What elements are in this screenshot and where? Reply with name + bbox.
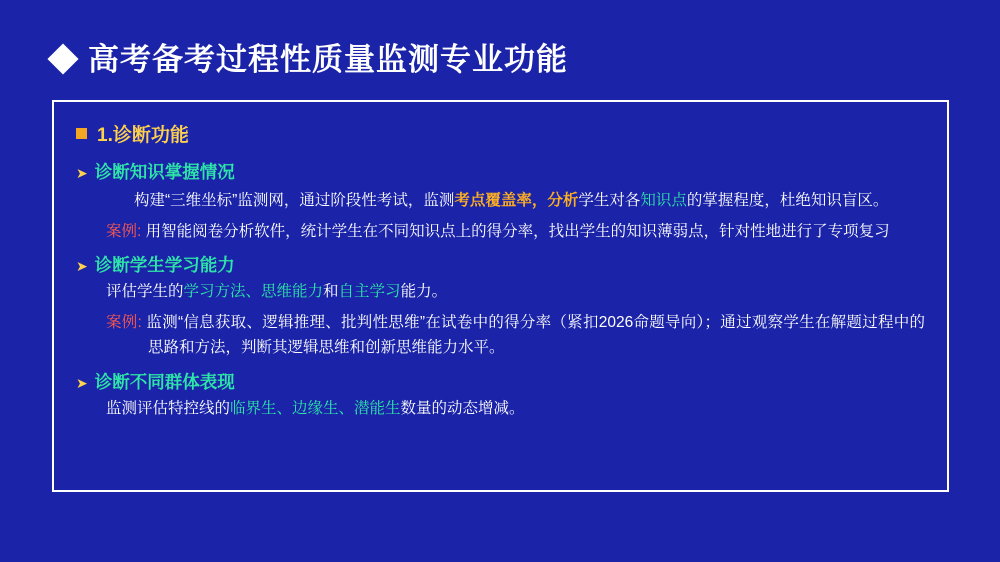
paragraph-part: 构建“三维坐标”监测网，通过阶段性考试，监测 [134, 192, 455, 209]
item-heading: 诊断学生学习能力 [94, 255, 235, 276]
case-label: 案例: [106, 313, 142, 331]
item-case [76, 219, 925, 245]
paragraph-part-highlight: 考点覆盖率， [454, 192, 548, 209]
square-bullet-icon [76, 128, 87, 139]
paragraph-part: 评估学生的 [106, 283, 184, 301]
paragraph-part: 学生对各 [578, 192, 641, 209]
item-heading: 诊断知识掌握情况 [94, 162, 235, 182]
paragraph-part-highlight: 分析 [547, 192, 579, 209]
case-label: 案例: [106, 222, 142, 240]
item-heading-row [76, 252, 925, 277]
list-item [76, 159, 925, 244]
paragraph-part: 数量的动态增减。 [400, 399, 525, 417]
paragraph-part-highlight: 自主学习 [338, 283, 401, 301]
paragraph-part: 能力。 [400, 283, 448, 301]
page-title: 高考备考过程性质量监测专业功能 [88, 42, 568, 77]
paragraph-part-highlight: 临界生、边缘生、潜能生 [230, 399, 401, 417]
diamond-icon [47, 43, 78, 74]
item-heading: 诊断不同群体表现 [94, 371, 235, 392]
paragraph-part: 的掌握程度，杜绝知识盲区。 [686, 192, 889, 209]
case-text: 监测“信息获取、逻辑推理、批判性思维”在试卷中的得分率（紧扣2026命题导向）；通过观察学生在解题过程中的思路和方法，判断其逻辑思维和创新思维能力水平。 [146, 313, 925, 357]
item-heading-row [76, 159, 925, 184]
item-paragraph [76, 188, 925, 214]
section-header [76, 120, 925, 147]
slide-title-row [52, 34, 568, 79]
list-item [76, 369, 925, 422]
list-item [76, 252, 925, 361]
paragraph-part-highlight: 学习方法、思维能力 [183, 283, 324, 301]
paragraph-part: 和 [323, 283, 339, 301]
case-text: 用智能阅卷分析软件，统计学生在不同知识点上的得分率，找出学生的知识薄弱点，针对性地进行了专项复习 [145, 222, 890, 240]
item-heading-row [76, 369, 925, 394]
chevron-right-icon: ➤ [76, 258, 88, 275]
chevron-right-icon: ➤ [76, 165, 88, 181]
chevron-right-icon: ➤ [76, 374, 88, 391]
paragraph-part-highlight: 知识点 [640, 192, 687, 209]
section-label: 1.诊断功能 [97, 125, 189, 146]
item-paragraph [76, 396, 925, 422]
item-paragraph [76, 279, 925, 305]
content-panel [52, 100, 949, 492]
paragraph-part: 监测评估特控线的 [106, 399, 231, 417]
item-case [76, 310, 925, 361]
